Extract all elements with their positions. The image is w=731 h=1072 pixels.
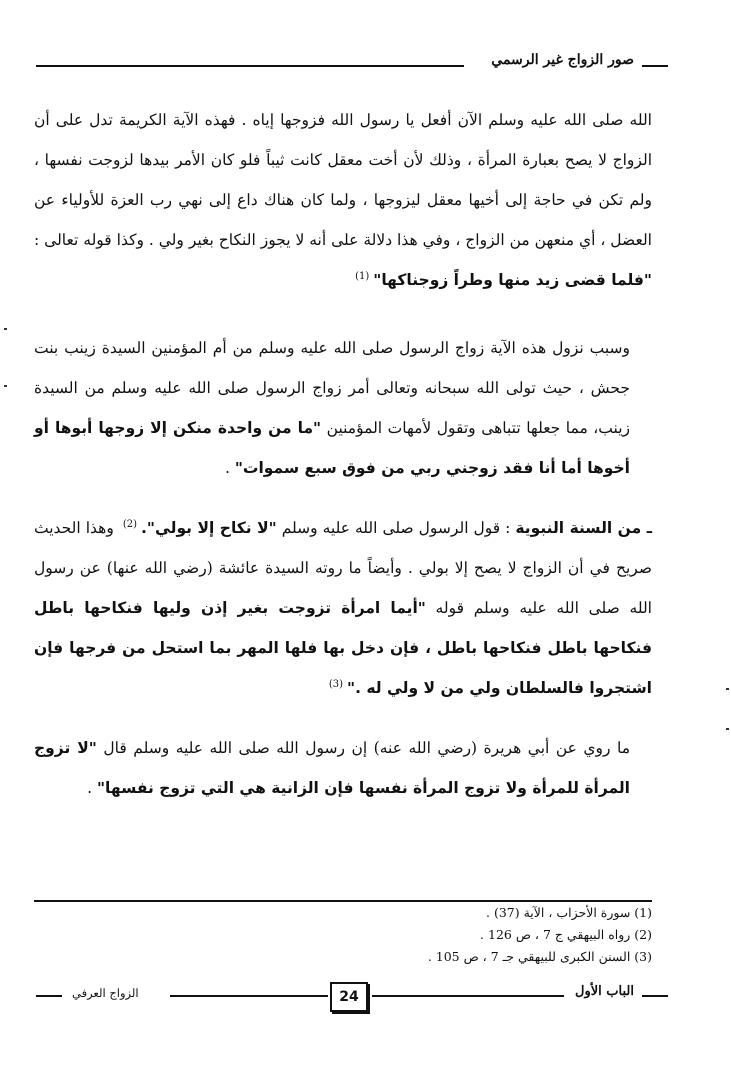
paragraph-2 <box>34 328 652 488</box>
footer-chapter: الباب الأول <box>575 984 634 999</box>
quran-quote-1: "فلما قضى زيد منها وطراً زوجناكها" <box>373 271 652 289</box>
scan-speck <box>726 728 729 730</box>
footer-dash-left <box>36 995 62 997</box>
footer-rule-left <box>170 995 328 997</box>
footnote-1: (1) سورة الأحزاب ، الآية (37) . <box>486 905 652 920</box>
page-number: 24 <box>330 982 368 1012</box>
hadith-quote-1: "لا نكاح إلا بولي". <box>141 519 277 537</box>
paragraph-4-text: ما روي عن أبي هريرة (رضي الله عنه) إن رسول الله صلى الله عليه وسلم قال <box>96 739 630 757</box>
paragraph-4 <box>34 728 652 808</box>
paragraph-2-text: وسبب نزول هذه الآية زواج الرسول صلى الله عليه وسلم من أم المؤمنين السيدة زينب بنت جحش ، حيث تولى الله سبحانه وتعالى أمر زواج الرسول صلى الله عليه وسلم من السيدة زينب، مما جعلها تتباهى وتقول لأمهات المؤمنين <box>34 339 630 437</box>
header-rule <box>36 65 464 67</box>
footer-dash-right <box>642 995 668 997</box>
header-title: صور الزواج غير الرسمي <box>491 52 634 68</box>
paragraph-4-end: . <box>87 779 97 797</box>
footnote-ref-3: (3) <box>328 678 343 690</box>
zaynab-quote: "ما من واحدة منكن إلا زوجها أبوها أو أخوها أما أنا فقد زوجني ربي من فوق سبع سموات" <box>34 419 630 477</box>
paragraph-3-text-a: : قول الرسول صلى الله عليه وسلم <box>276 519 516 537</box>
body-text <box>34 100 652 808</box>
footnote-ref-1: (1) <box>355 270 370 282</box>
hadith-quote-3: "لا تزوج المرأة للمرأة ولا تزوج المرأة نفسها فإن الزانية هي التي تزوج نفسها" <box>34 739 630 797</box>
paragraph-3-text-b: وهذا الحديث صريح في أن الزواج لا يصح إلا بولي . وأيضاً ما روته السيدة عائشة (رضي الله عنها) عن رسول الله صلى الله عليه وسلم قوله <box>34 519 652 617</box>
paragraph-1 <box>34 100 652 300</box>
scan-speck <box>726 688 729 690</box>
paragraph-2-end: . <box>224 459 235 477</box>
paragraph-1-text: الله صلى الله عليه وسلم الآن أفعل يا رسول الله فزوجها إياه . فهذه الآية الكريمة تدل على أن الزواج لا يصح بعبارة المرأة ، وذلك لأن أخت معقل كانت ثيباً فلو كان الأمر بيدها لزوجت نفسها ، ولم تكن في حاجة إلى أخيها معقل ليزوجها ، ولما كان هناك داع إلى نهي رب العزة للأولياء عن العضل ، أي منعهن من الزواج ، وفي هذا دلالة على أنه لا يجوز النكاح بغير ولي . وكذا قوله تعالى : <box>34 111 652 249</box>
footer-book-title: الزواج العرفي <box>72 986 139 1000</box>
running-footer <box>36 982 668 1012</box>
footnotes <box>34 902 652 968</box>
running-header <box>36 52 668 78</box>
scan-speck <box>4 385 7 387</box>
hadith-quote-2: "أيما امرأة تزوجت بغير إذن وليها فنكاحها باطل فنكاحها باطل فنكاحها باطل ، فإن دخل بها فلها المهر بما استحل من فرجها فإن اشتجروا فالسلطان ولي من لا ولي له ." <box>34 599 652 697</box>
footer-rule-right <box>372 995 564 997</box>
header-dash <box>642 65 668 67</box>
footnote-2: (2) رواه البيهقي ج 7 ، ص 126 . <box>480 927 652 942</box>
paragraph-3 <box>34 508 652 708</box>
footnote-3: (3) السنن الكبرى للبيهقي جـ 7 ، ص 105 . <box>427 949 652 964</box>
sunnah-heading: ـ من السنة النبوية <box>515 519 652 537</box>
scan-speck <box>4 328 7 330</box>
footnote-ref-2: (2) <box>122 518 137 530</box>
